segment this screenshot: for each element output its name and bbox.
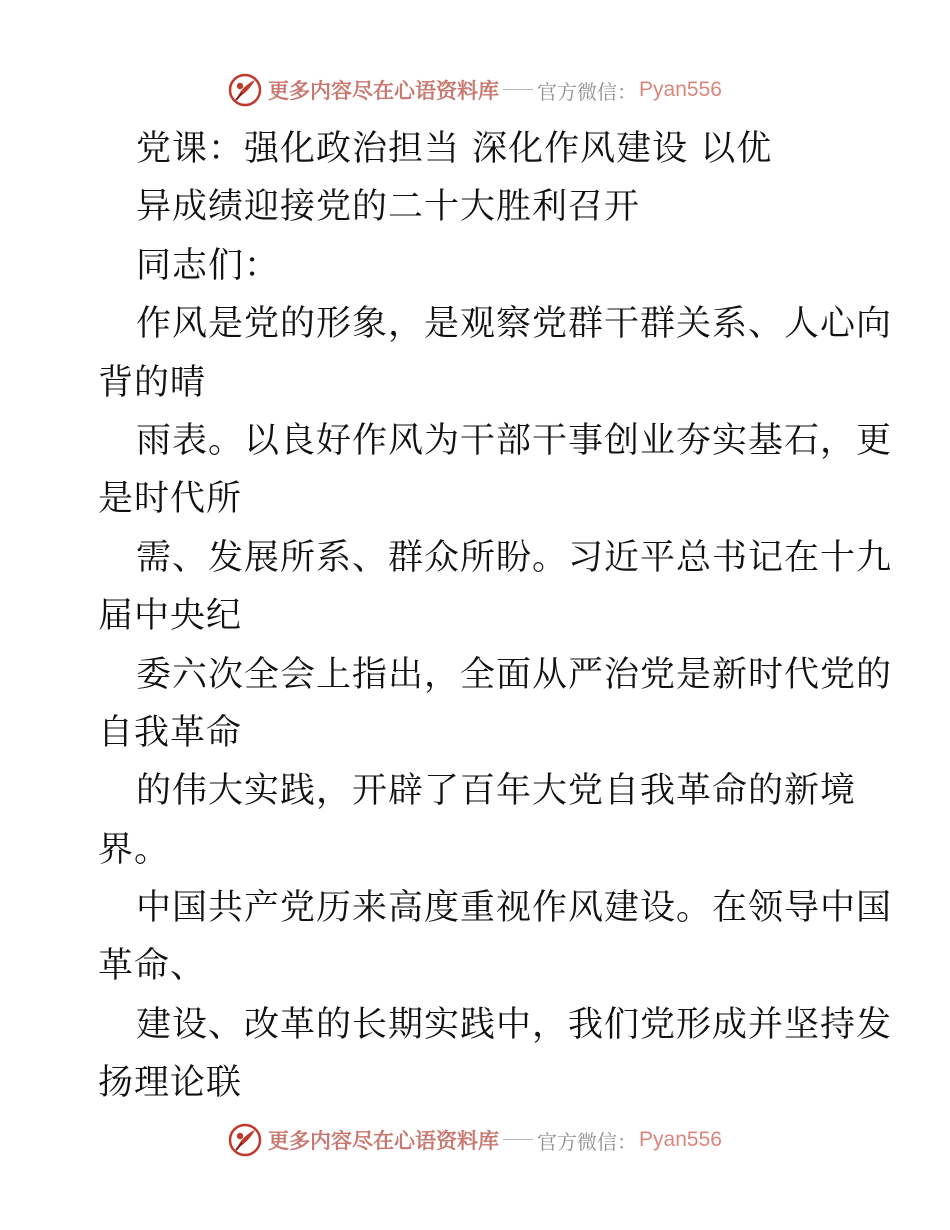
header-wechat-id: Pyan556 <box>639 78 722 101</box>
footer-official-label: 官方微信： <box>537 1129 638 1154</box>
footer-wechat-id: Pyan556 <box>639 1128 722 1151</box>
paragraph-line: 中国共产党历来高度重视作风建设。在领导中国 <box>136 888 893 929</box>
header-promo-text: 更多内容尽在心语资料库 <box>268 78 500 103</box>
paragraph-line: 届中央纪 <box>98 596 243 637</box>
paragraph-line: 扬理论联 <box>98 1063 243 1104</box>
header-watermark-banner <box>0 70 950 110</box>
header-dash-divider <box>503 89 533 90</box>
paragraph-line: 自我革命 <box>98 712 243 753</box>
paragraph-line: 需、发展所系、群众所盼。习近平总书记在十九 <box>136 537 893 578</box>
paragraph-line: 雨表。以良好作风为干部干事创业夯实基石，更 <box>136 420 893 461</box>
paragraph-line: 界。 <box>98 829 171 870</box>
paragraph-line: 是时代所 <box>98 479 243 520</box>
quill-logo-icon <box>228 73 262 107</box>
quill-logo-icon <box>228 1123 262 1157</box>
paragraph-line: 委六次全会上指出，全面从严治党是新时代党的 <box>136 654 893 695</box>
paragraph-line: 背的晴 <box>98 362 207 403</box>
paragraph-line: 的伟大实践，开辟了百年大党自我革命的新境 <box>136 771 857 812</box>
document-title-line-1: 党课：强化政治担当 深化作风建设 以优 <box>136 129 773 169</box>
footer-watermark-banner <box>0 1120 950 1160</box>
document-title-line-2: 异成绩迎接党的二十大胜利召开 <box>136 187 641 228</box>
document-body <box>98 120 893 1113</box>
paragraph-line: 革命、 <box>98 946 207 987</box>
salutation: 同志们： <box>136 245 281 286</box>
paragraph-line: 作风是党的形象，是观察党群干群关系、人心向 <box>136 304 893 345</box>
header-official-label: 官方微信： <box>537 79 638 104</box>
footer-promo-text: 更多内容尽在心语资料库 <box>268 1128 500 1153</box>
footer-dash-divider <box>503 1139 533 1140</box>
paragraph-line: 建设、改革的长期实践中，我们党形成并坚持发 <box>136 1004 893 1045</box>
